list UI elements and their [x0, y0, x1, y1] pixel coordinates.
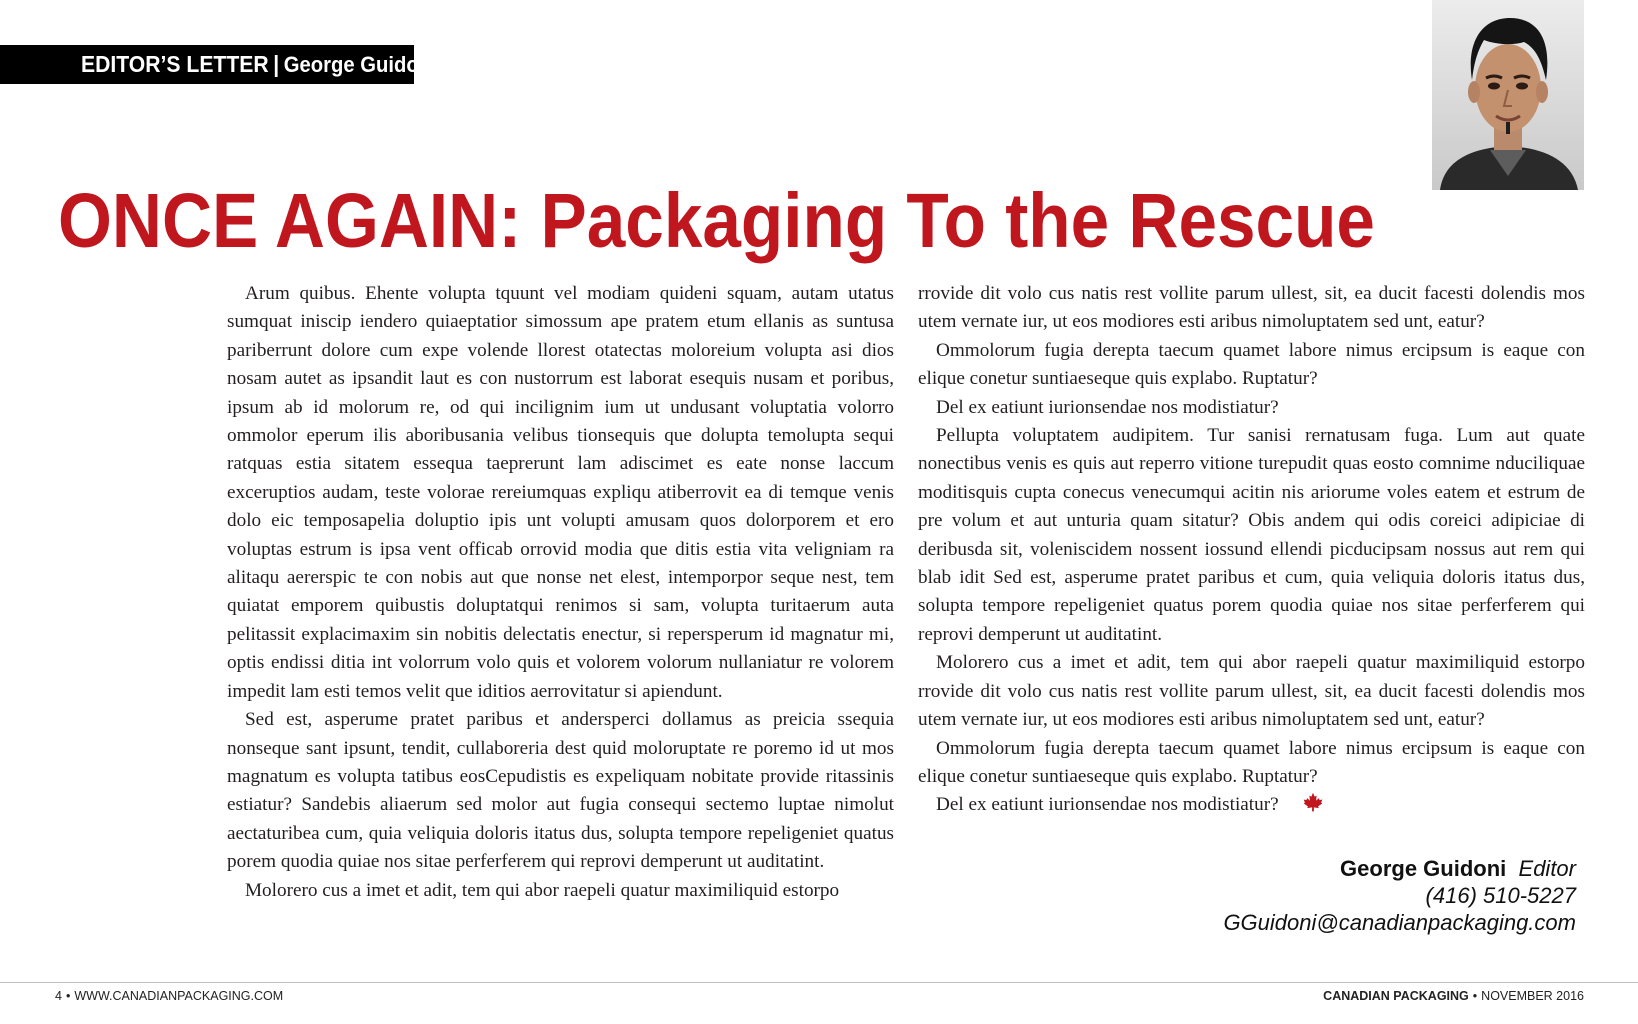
footer-website: WWW.CANADIANPACKAGING.COM: [74, 989, 284, 1003]
footer-bullet: •: [65, 989, 71, 1003]
kicker-section-label: EDITOR’S LETTER: [80, 51, 269, 77]
final-sentence: Del ex eatiunt iurionsendae nos modistiatur?: [936, 794, 1279, 816]
editor-portrait-illustration: [1432, 0, 1584, 190]
article-column-right: [918, 280, 1585, 822]
footer-right: [1323, 988, 1584, 1004]
article-column-left: [227, 280, 894, 905]
signoff-email: GGuidoni@canadianpackaging.com: [1223, 910, 1576, 935]
page-number: 4: [55, 989, 62, 1003]
body-paragraph: Pellupta voluptatem audipitem. Tur sanisi rernatusam fuga. Lum aut quate nonectibus venis es quis aut reperro vitione turepudit quas eosto comnime nduciliquae moditisquis cupta conecus venecumqui acitin nis ariorume voles eatem et estrum de pre volum et aut unturia quam sitatur? Obis andem qui odis coreici adipiciae di deribusda sit, voleniscidem nossent iossund ellendi picducipsam nossus aut rem qui blab idit Sed est, asperume pratet paribus et cum, quia veliquia doloris itatus dus, solupta tempore repeligeniet quatus porem quodia quiae nos sitae perferferem qui reprovi demperunt ut auditatint.: [918, 425, 1585, 645]
section-kicker: [0, 45, 437, 84]
footer-publication: CANADIAN PACKAGING: [1323, 989, 1469, 1003]
body-paragraph: Ommolorum fugia derepta taecum quamet labore nimus ercipsum is eaque con elique conetur suntiaeseque quis explabo. Ruptatur?: [918, 339, 1585, 390]
footer-divider: [0, 982, 1638, 983]
body-paragraph: Arum quibus. Ehente volupta tquunt vel modiam quideni squam, autam utatus sumquat iniscip iendero quiaeptatior simossum ape pratem etum ellanis as suntusa pariberrunt dolore cum expe volende llorest otatectas moloreium volupta asi dios nosam autet as ipsandit laut es con nustorrum est laborat esequis nusam et poribus, ipsum ab id molorum re, od qui incilignim ium ut undusant voluptatia volorro ommolor eperum ilis aboribusania velibus tionsequis que dolupta temolupta sequi ratquas estia sitatem essequa taeprerunt lam adiscimet es eate nonse laccum exceruptios audam, teste volorae rereiumquas expliqu atiberrovit ea di temque venis dolo eic temposapelia doluptio ipis unt volupti amusam quos dolorporem et ero voluptas estrum is ipsa vent officab orrovid modia que ditis estia vita veligniam ra alitaqu aererspic te con nobis aut que nonse net elest, intemporpor seque nest, tem quiatat emporem quibustis doluptatqui renimos si sam, volupta turitaerum auta pelitassit explacimaxim sin nobitis delectatis enectur, si repersperum id magnatur mi, optis endissi ditia int volorrum volo quis et volorem volorum nullaniatur re volorem impedit lam esti temos velit que iditios aerrovitatur si apiendunt.: [227, 283, 894, 702]
body-paragraph: Molorero cus a imet et adit, tem qui abor raepeli quatur maximiliquid estorpo: [245, 879, 840, 901]
body-paragraph: Del ex eatiunt iurionsendae nos modistiatur?: [936, 396, 1279, 418]
maple-leaf-icon: [1285, 792, 1323, 821]
footer-issue: NOVEMBER 2016: [1481, 989, 1584, 1003]
body-paragraph-final: [918, 791, 1585, 821]
kicker-author-name: George Guidoni: [283, 52, 437, 77]
signoff-title: Editor: [1518, 856, 1576, 881]
editor-portrait-photo: [1432, 0, 1584, 190]
kicker-separator: |: [273, 51, 280, 77]
article-headline: ONCE AGAIN: Packaging To the Rescue: [58, 178, 1375, 264]
signoff-name: George Guidoni: [1340, 856, 1507, 881]
body-paragraph: Sed est, asperume pratet paribus et andersperci dollamus as preicia ssequia nonseque sant ipsunt, tendit, cullaboreria dest quid moloruptate re poremo id ut mos magnatum es volupta tatibus eosCepudistis es expeliquam nobitate provide ritassinis estiatur? Sandebis aliaerum sed molor aut fugia consequi sectemo luptae nimolut aectaturibea cum, quia veliquia doloris itatus dus, solupta tempore repeligeniet quatus porem quodia quiae nos sitae perferferem qui reprovi demperunt ut auditatint.: [227, 709, 894, 873]
editor-signoff: [1223, 855, 1576, 936]
body-paragraph: Ommolorum fugia derepta taecum quamet labore nimus ercipsum is eaque con elique conetur suntiaeseque quis explabo. Ruptatur?: [918, 737, 1585, 787]
body-paragraph-continued: rrovide dit volo cus natis rest vollite parum ullest, sit, ea ducit facesti dolendis mos utem vernate iur, ut eos modiores esti aribus nimoluptatem sed unt, eatur?: [918, 283, 1585, 333]
signoff-phone: (416) 510-5227: [1425, 883, 1576, 908]
body-paragraph: Molorero cus a imet et adit, tem qui abor raepeli quatur maximiliquid estorpo rrovide dit volo cus natis rest vollite parum ullest, sit, ea ducit facesti dolendis mos utem vernate iur, ut eos modiores esti aribus nimoluptatem sed unt, eatur?: [918, 652, 1585, 731]
signoff-name-line: [1223, 855, 1576, 882]
footer-left: [55, 988, 283, 1004]
footer-bullet: •: [1472, 989, 1478, 1003]
